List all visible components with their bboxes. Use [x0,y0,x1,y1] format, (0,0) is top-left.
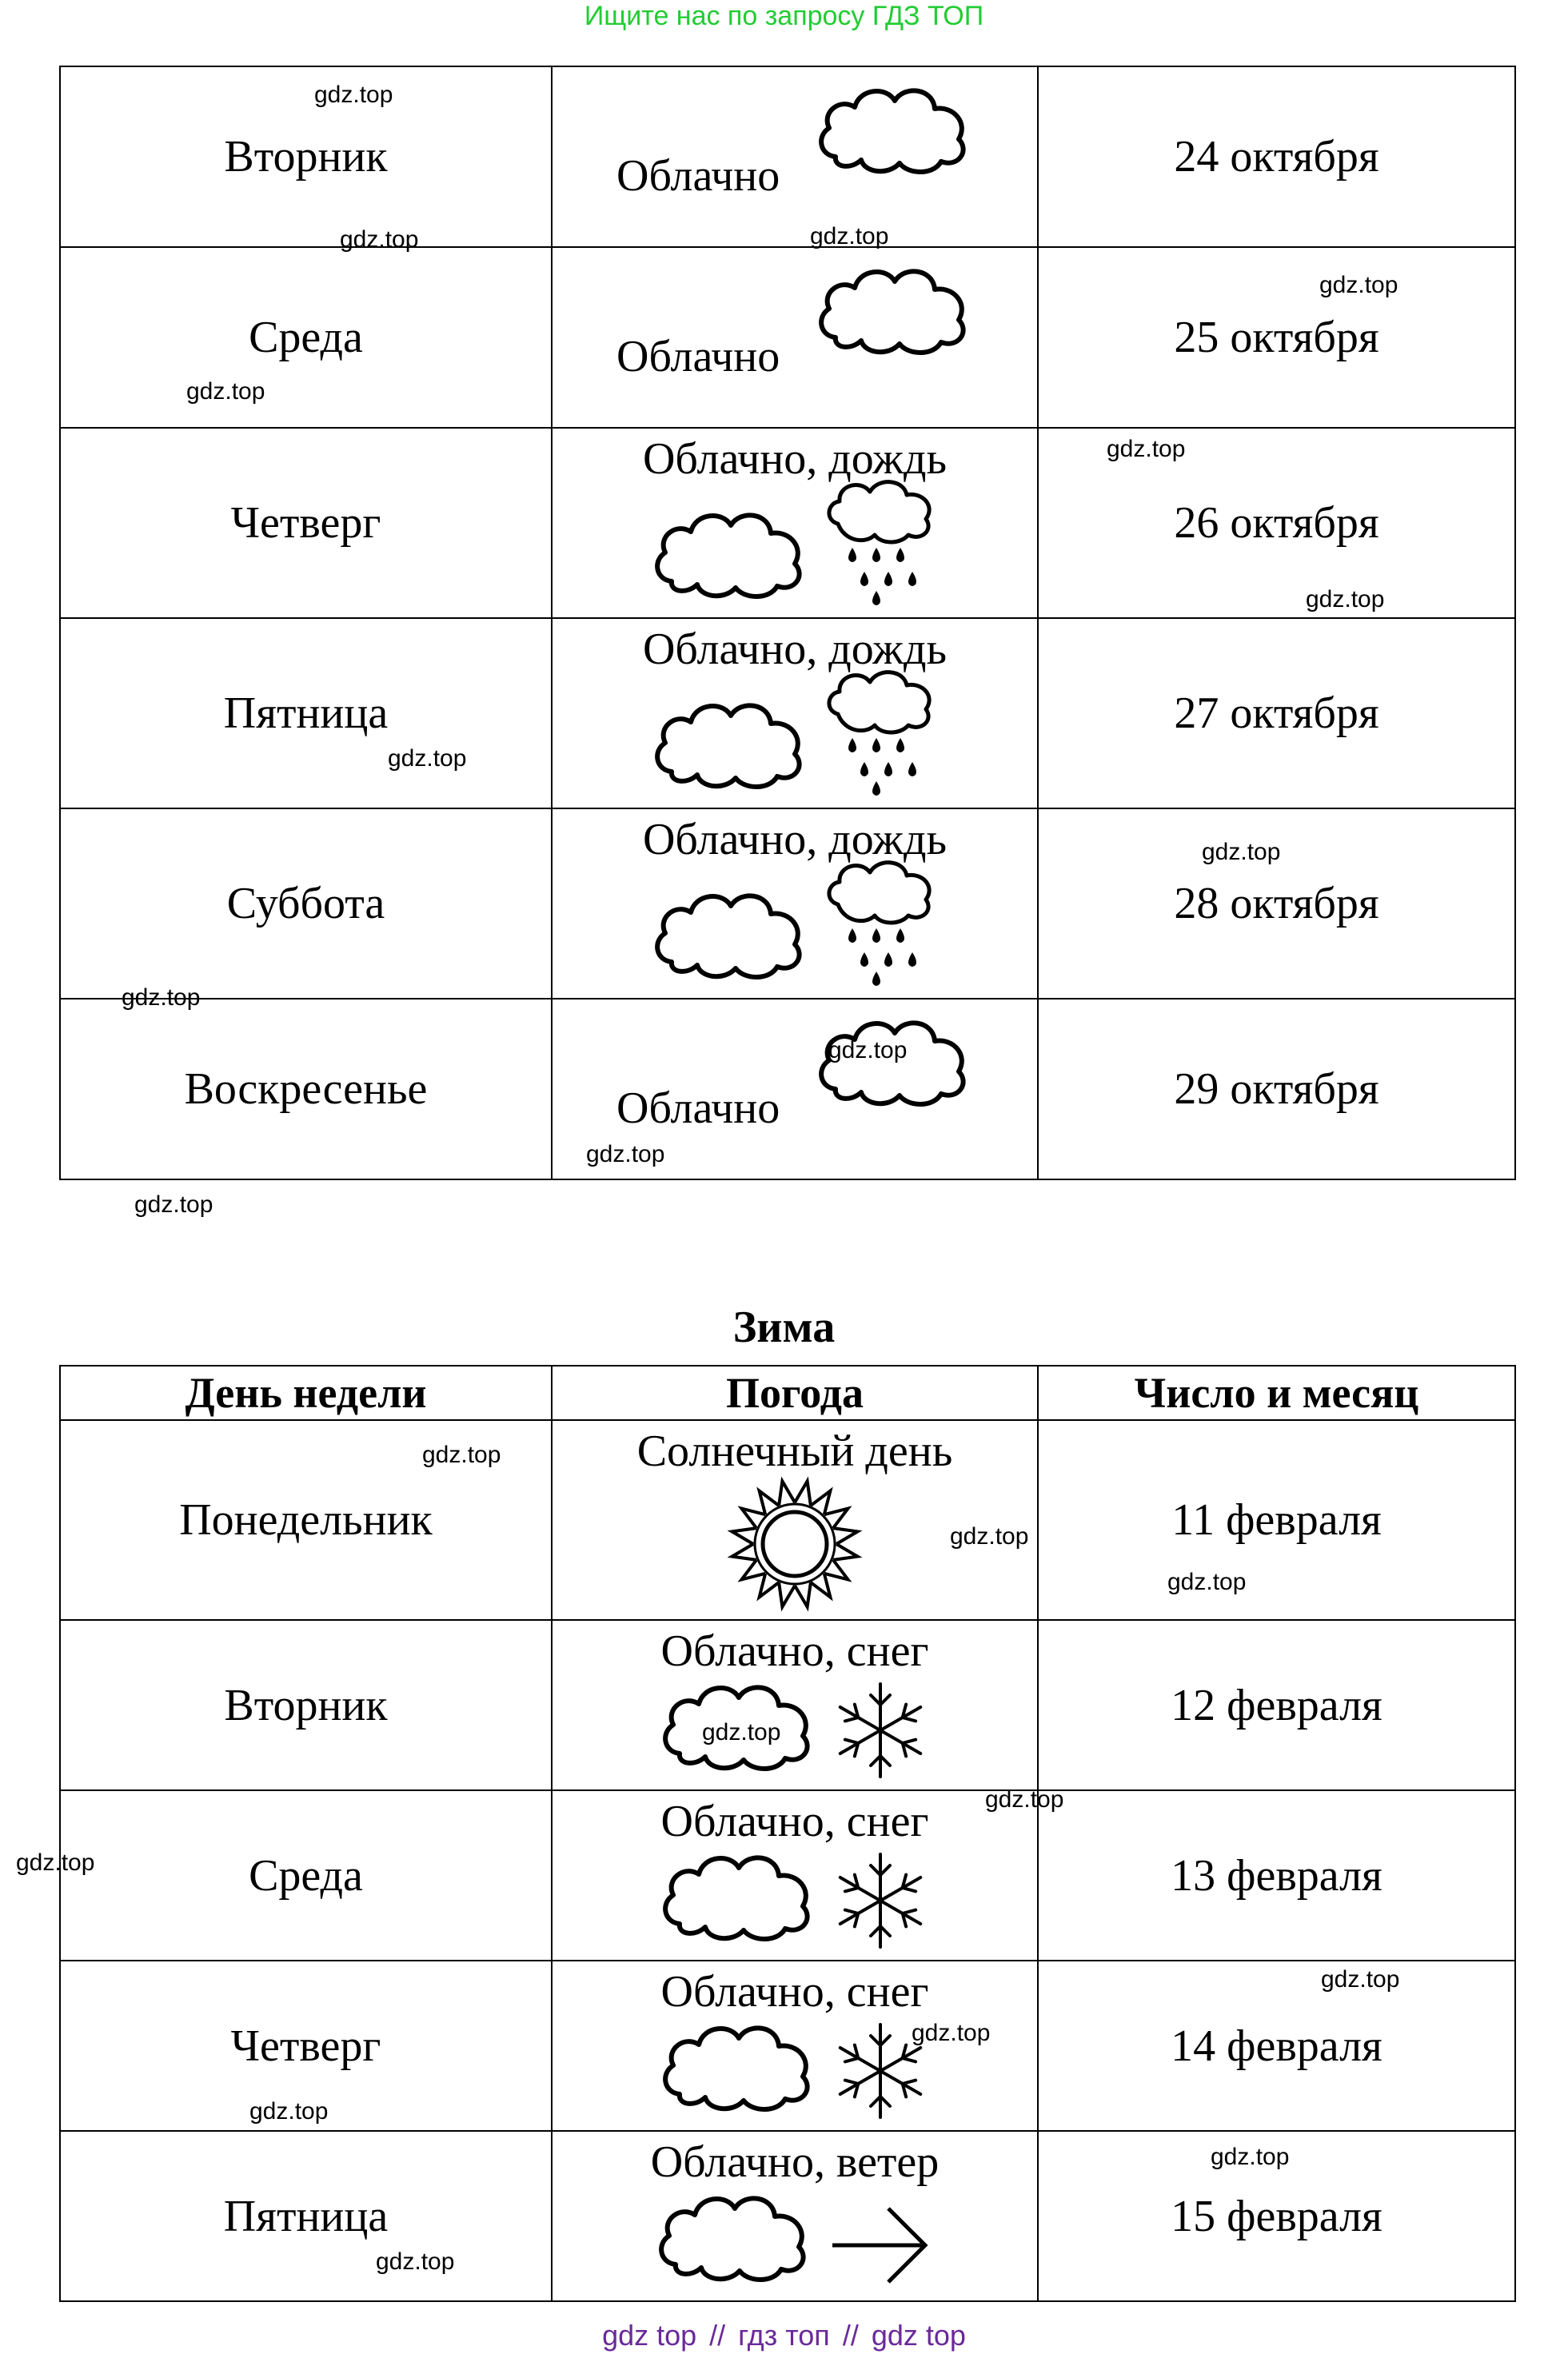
date-cell: 28 октября [1038,808,1515,999]
day-cell: Вторник [60,1620,552,1790]
watermark-text: gdz.top [1107,436,1186,462]
watermark-text: gdz.top [950,1523,1029,1550]
weather-icons [553,1670,1037,1786]
watermark-text: gdz.top [376,2248,455,2275]
cloud-icon [813,254,973,370]
table-row [60,428,1515,618]
weather-icons [553,2181,1037,2297]
watermark-text: gdz.top [1211,2144,1290,2170]
rain-cloud-icon [820,664,940,804]
rain-cloud-icon [820,474,940,614]
weather-label: Облачно, снег [660,1626,929,1676]
weather-label: Облачно, ветер [650,2137,940,2187]
weather-icons [553,664,1037,804]
weather-label: Облачно [616,1083,780,1133]
footer-separator: // [709,2319,726,2352]
day-cell: Понедельник [60,1420,552,1620]
weather-label: Облачно, дождь [642,624,948,674]
header-weather: Погода [552,1366,1038,1420]
winter-title: Зима [732,1303,836,1352]
table-row [60,1790,1515,1961]
weather-icons [553,855,1037,995]
footer-links [0,2319,1568,2352]
day-cell: Четверг [60,428,552,618]
weather-cell [552,247,1038,428]
watermark-text: gdz.top [1306,586,1385,612]
snowflake-icon [828,1849,932,1957]
watermark-text: gdz.top [1167,1569,1247,1595]
date-cell: 25 октября [1038,247,1515,428]
weather-cell [552,1620,1038,1790]
table-row [60,1420,1515,1620]
watermark-text: gdz.top [810,223,889,249]
weather-icons [813,74,973,190]
cloud-icon [649,879,809,995]
search-banner[interactable]: Ищите нас по запросу ГДЗ ТОП [584,1,984,31]
day-cell: Пятница [60,2131,552,2301]
footer-separator: // [842,2319,859,2352]
cloud-icon [657,1841,817,1957]
weather-cell [552,66,1038,247]
day-cell: Пятница [60,618,552,808]
day-cell: Среда [60,247,552,428]
watermark-text: gdz.top [422,1442,501,1468]
watermark-text: gdz.top [586,1141,665,1167]
weather-cell [552,428,1038,618]
footer-link[interactable]: gdz top [871,2319,966,2352]
weather-label: Облачно, дождь [642,815,948,864]
date-cell: 13 февраля [1038,1790,1515,1961]
weather-label: Облачно, снег [660,1797,929,1846]
watermark-text: gdz.top [1202,839,1281,865]
rain-cloud-icon [820,855,940,995]
table-row [60,247,1515,428]
watermark-text: gdz.top [828,1037,908,1063]
watermark-text: gdz.top [340,226,419,253]
date-cell: 26 октября [1038,428,1515,618]
date-cell: 29 октября [1038,999,1515,1179]
watermark-text: gdz.top [912,2020,991,2046]
date-cell: 24 октября [1038,66,1515,247]
watermark-text: gdz.top [122,984,201,1011]
weather-cell [552,1420,1038,1620]
footer-link[interactable]: гдз топ [738,2319,830,2352]
watermark-text: gdz.top [388,745,467,772]
date-cell: 14 февраля [1038,1961,1515,2131]
weather-icons [813,254,973,370]
weather-cell [552,1790,1038,1961]
snowflake-icon [828,1678,932,1786]
weather-cell [552,808,1038,999]
date-cell: 12 февраля [1038,1620,1515,1790]
cloud-icon [653,2181,813,2297]
watermark-text: gdz.top [16,1849,95,1876]
winter-weather-table [59,1365,1516,2302]
weather-cell [552,618,1038,808]
cloud-icon [649,498,809,614]
arrow-icon [824,2197,936,2297]
weather-icons [553,1841,1037,1957]
day-cell: Четверг [60,1961,552,2131]
table-row [60,999,1515,1179]
watermark-text: gdz.top [985,1786,1064,1813]
weather-cell [552,2131,1038,2301]
watermark-text: gdz.top [314,82,393,108]
autumn-weather-table [59,66,1516,1180]
cloud-icon [813,74,973,190]
table-row [60,2131,1515,2301]
date-cell: 27 октября [1038,618,1515,808]
watermark-text: gdz.top [1319,272,1398,298]
weather-label: Облачно [616,332,780,381]
table-row [60,808,1515,999]
watermark-text: gdz.top [702,1719,781,1746]
date-cell: 15 февраля [1038,2131,1515,2301]
table-row [60,1620,1515,1790]
day-cell: Суббота [60,808,552,999]
watermark-text: gdz.top [1321,1966,1400,1993]
watermark-text: gdz.top [249,2098,329,2125]
header-day: День недели [60,1366,552,1420]
table-row [60,618,1515,808]
watermark-text: gdz.top [134,1191,213,1218]
day-cell: Вторник [60,66,552,247]
weather-label: Облачно, дождь [642,434,948,484]
day-cell: Среда [60,1790,552,1961]
sun-icon [723,1476,867,1616]
weather-label: Облачно [616,151,780,201]
table-row [60,66,1515,247]
weather-icons [553,474,1037,614]
header-row [60,1366,1515,1420]
weather-label: Облачно, снег [660,1967,929,2017]
header-date: Число и месяц [1038,1366,1515,1420]
cloud-icon [649,688,809,804]
cloud-icon [657,2011,817,2127]
date-cell: 11 февраля [1038,1420,1515,1620]
footer-link[interactable]: gdz top [602,2319,697,2352]
weather-label: Солнечный день [636,1426,953,1476]
day-cell: Воскресенье [60,999,552,1179]
watermark-text: gdz.top [186,378,265,405]
